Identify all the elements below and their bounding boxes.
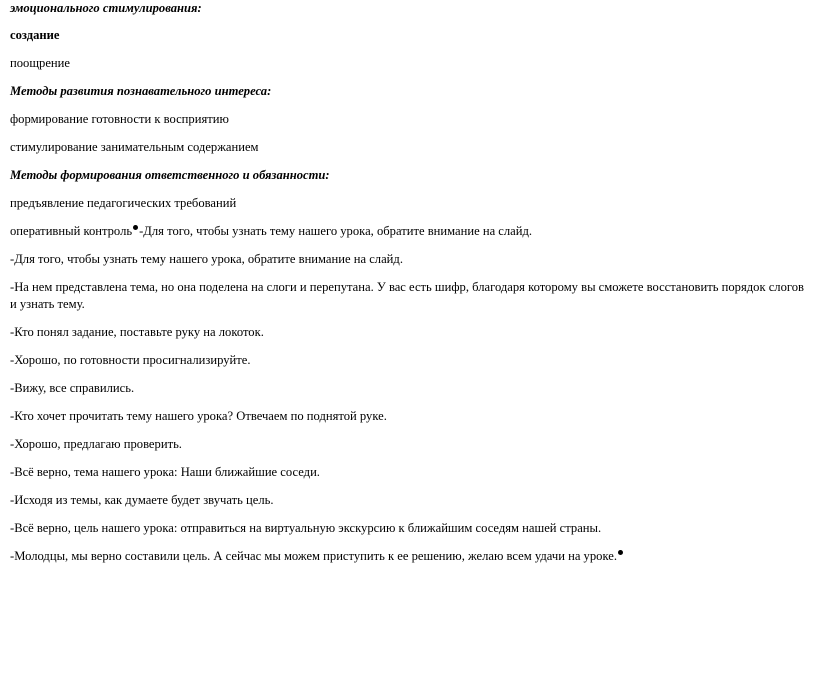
operative-control-continuation: -Для того, чтобы узнать тему нашего урока, обратите внимание на слайд.: [139, 224, 533, 238]
item-pedagogical-requirements: предъявление педагогических требований: [10, 196, 237, 210]
item-readiness: формирование готовности к восприятию: [10, 112, 229, 126]
final-paragraph-line: [10, 548, 805, 565]
final-line-text: -Молодцы, мы верно составили цель. А сейчас мы можем приступить к ее решению, желаю всем удачи на уроке.: [10, 549, 617, 563]
paragraph-line: -Всё верно, цель нашего урока: отправиться на виртуальную экскурсию к ближайшим соседям нашей страны.: [10, 521, 602, 535]
bullet-icon: [133, 225, 138, 230]
paragraph-line: -Всё верно, тема нашего урока: Наши ближайшие соседи.: [10, 465, 320, 479]
item-entertaining-content: стимулирование занимательным содержанием: [10, 140, 259, 154]
item-encouragement: поощрение: [10, 56, 70, 70]
paragraph-line: -Кто понял задание, поставьте руку на локоток.: [10, 325, 264, 339]
item-operative-control: [10, 223, 805, 240]
bullet-icon: [618, 550, 623, 555]
paragraph-line: -Хорошо, по готовности просигнализируйте.: [10, 353, 251, 367]
paragraph-line: -Вижу, все справились.: [10, 381, 135, 395]
paragraph-line: -Исходя из темы, как думаете будет звучать цель.: [10, 493, 274, 507]
heading-emotional-stimulation: эмоционального стимулирования:: [10, 1, 202, 15]
heading-responsibility: Методы формирования ответственного и обязанности:: [10, 168, 330, 182]
paragraph-line: -Для того, чтобы узнать тему нашего урока, обратите внимание на слайд.: [10, 252, 403, 266]
heading-cognitive-interest: Методы развития познавательного интереса:: [10, 84, 272, 98]
paragraph-line: -Хорошо, предлагаю проверить.: [10, 437, 182, 451]
paragraph-line: -На нем представлена тема, но она поделена на слоги и перепутана. У вас есть шифр, благодаря которому вы сможете восстановить порядок слогов и узнать тему.: [10, 280, 804, 311]
operative-control-label: оперативный контроль: [10, 224, 133, 238]
item-creation: создание: [10, 28, 60, 42]
paragraph-line: -Кто хочет прочитать тему нашего урока? Отвечаем по поднятой руке.: [10, 409, 387, 423]
